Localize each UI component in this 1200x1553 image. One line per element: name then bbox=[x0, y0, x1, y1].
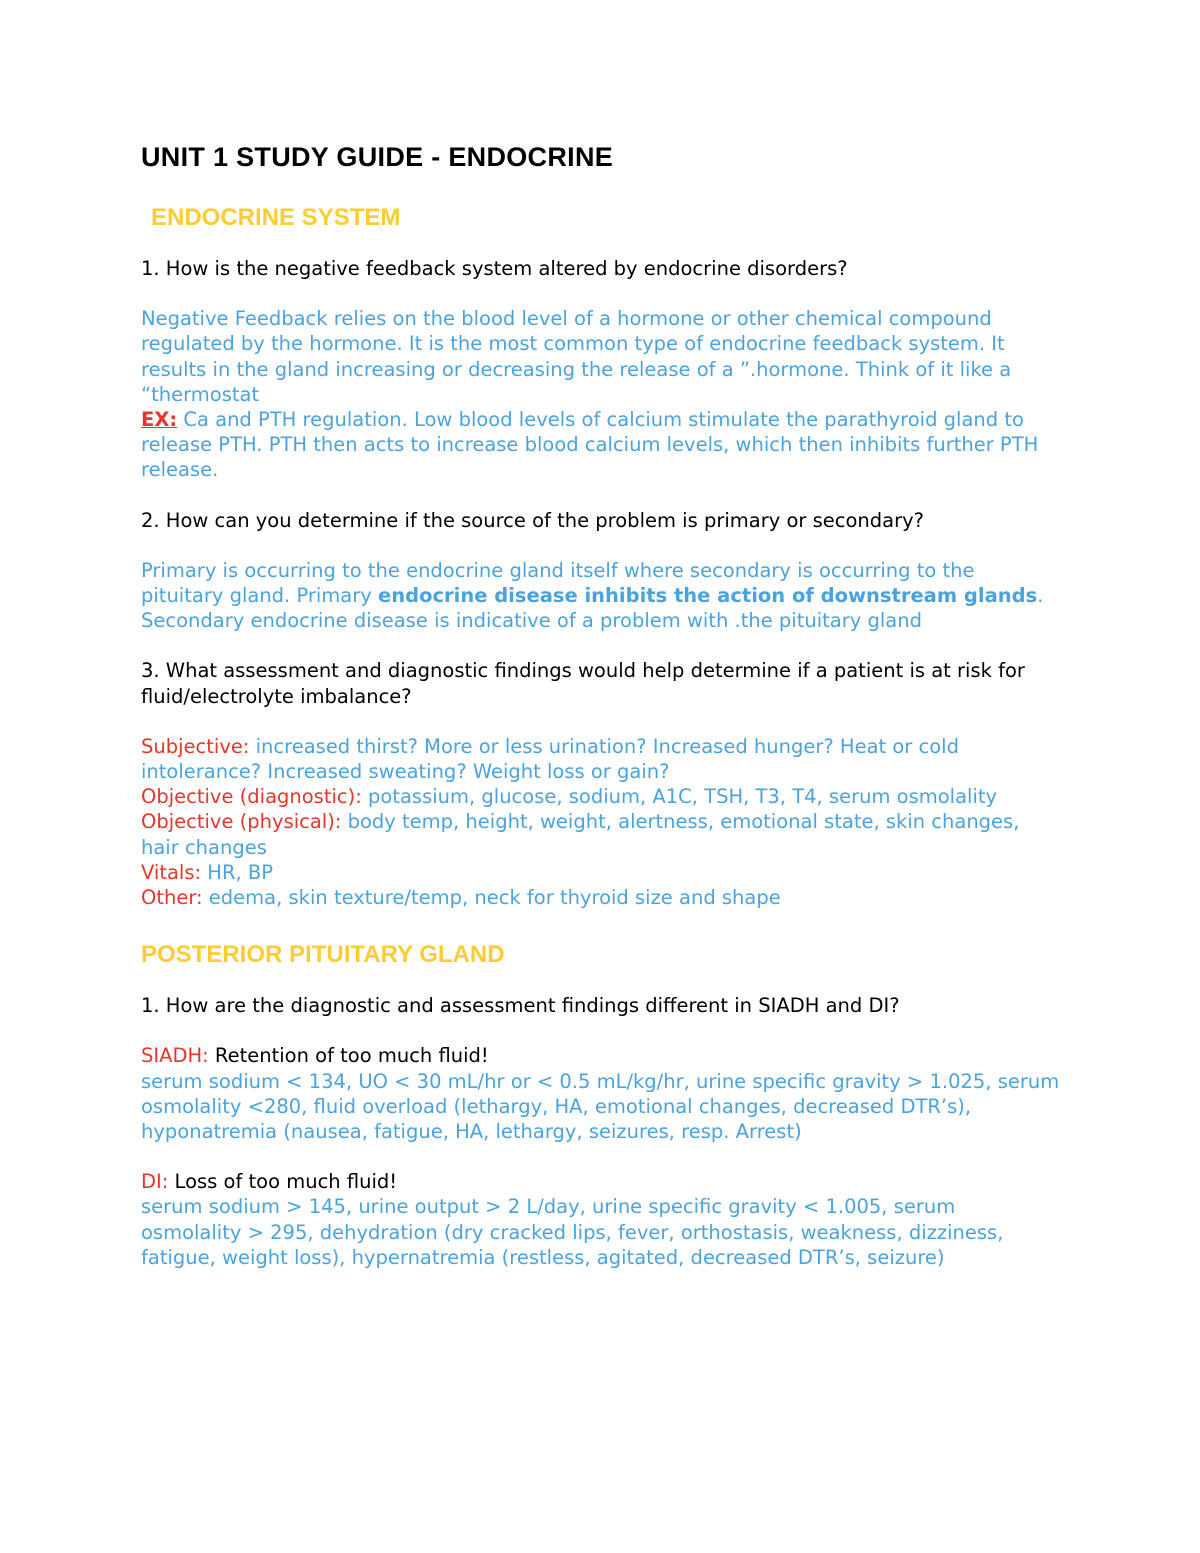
question-siadh-di: 1. How are the diagnostic and assessment findings different in SIADH and DI? bbox=[141, 994, 900, 1018]
di-label: DI: bbox=[141, 1170, 169, 1194]
answer-objective-diagnostic bbox=[141, 784, 1061, 809]
answer-bold-text: endocrine disease inhibits the action of downstream glands bbox=[378, 584, 1038, 608]
example-label: EX: bbox=[141, 408, 178, 432]
objective-physical-label: Objective (physical): bbox=[141, 810, 342, 834]
answer-siadh bbox=[141, 1043, 1061, 1144]
question-primary-secondary: 2. How can you determine if the source of the problem is primary or secondary? bbox=[141, 508, 925, 532]
answer-text: . Secondary endocrine disease is indicative of a problem with .the pituitary gland bbox=[141, 584, 1044, 633]
objective-diagnostic-label: Objective (diagnostic): bbox=[141, 785, 362, 809]
siadh-label: SIADH: bbox=[141, 1044, 209, 1068]
vitals-label: Vitals: bbox=[141, 860, 202, 884]
answer-text: Negative Feedback relies on the blood level of a hormone or other chemical compound regulated by the hormone. It is the most common type of endocrine feedback system. It results in the gland increasing or decreasing the release of a ”.hormone. Think of it like a “thermostat bbox=[141, 307, 1012, 406]
answer-negative-feedback bbox=[141, 306, 1061, 482]
siadh-title: Retention of too much fluid! bbox=[208, 1044, 489, 1068]
answer-other bbox=[141, 885, 1061, 910]
di-title: Loss of too much fluid! bbox=[168, 1170, 398, 1194]
objective-diagnostic-text: potassium, glucose, sodium, A1C, TSH, T3, T4, serum osmolality bbox=[361, 785, 998, 809]
vitals-text: HR, BP bbox=[201, 860, 274, 884]
document-page bbox=[141, 140, 1061, 1270]
answer-di bbox=[141, 1169, 1061, 1270]
di-text: serum sodium > 145, urine output > 2 L/day, urine specific gravity < 1.005, serum osmolality > 295, dehydration (dry cracked lips, fever, orthostasis, weakness, dizziness, fatigue, weight loss), hypernatremia (restless, agitated, decreased DTR’s, seizure) bbox=[141, 1195, 1004, 1269]
section-heading-endocrine-system: ENDOCRINE SYSTEM bbox=[151, 204, 401, 231]
subjective-text: increased thirst? More or less urination? Increased hunger? Heat or cold intolerance? Increased sweating? Weight loss or gain? bbox=[141, 734, 959, 784]
answer-primary-secondary bbox=[141, 558, 1061, 634]
siadh-text: serum sodium < 134, UO < 30 mL/hr or < 0.5 mL/kg/hr, urine specific gravity > 1.025, serum osmolality <280, fluid overload (lethargy, HA, emotional changes, decreased DTR’s), hyponatremia (nausea, fatigue, HA, lethargy, seizures, resp. Arrest) bbox=[141, 1069, 1060, 1144]
question-negative-feedback: 1. How is the negative feedback system altered by endocrine disorders? bbox=[141, 257, 848, 280]
example-text: Ca and PTH regulation. Low blood levels of calcium stimulate the parathyroid gland to release PTH. PTH then acts to increase blood calcium levels, which then inhibits further PTH release. bbox=[141, 408, 1039, 482]
question-fluid-electrolyte: 3. What assessment and diagnostic findings would help determine if a patient is at risk for fluid/electrolyte imbalance? bbox=[141, 659, 1025, 708]
answer-objective-physical bbox=[141, 809, 1061, 859]
other-text: edema, skin texture/temp, neck for thyroid size and shape bbox=[202, 886, 781, 910]
answer-vitals bbox=[141, 860, 1061, 885]
objective-physical-text: body temp, height, weight, alertness, emotional state, skin changes, hair changes bbox=[141, 810, 1020, 859]
section-heading-posterior-pituitary: POSTERIOR PITUITARY GLAND bbox=[141, 941, 505, 969]
answer-text: Primary is occurring to the endocrine gland itself where secondary is occurring to the pituitary gland. Primary bbox=[141, 558, 975, 608]
subjective-label: Subjective: bbox=[141, 734, 250, 758]
other-label: Other: bbox=[141, 886, 203, 910]
answer-subjective bbox=[141, 734, 1061, 784]
page-title: UNIT 1 STUDY GUIDE - ENDOCRINE bbox=[141, 142, 614, 172]
